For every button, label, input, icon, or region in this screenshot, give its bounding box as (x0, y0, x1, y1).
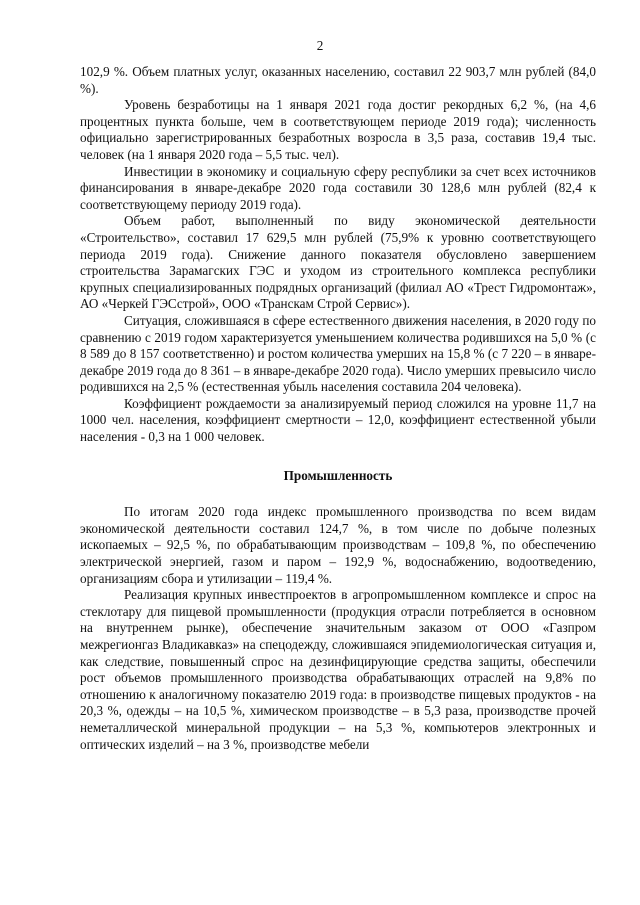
paragraph-population: Ситуация, сложившаяся в сфере естественного движения населения, в 2020 году по сравнению с 2019 годом характеризуется уменьшением количества родившихся на 5,0 % (с 8 589 до 8 157 соответственно) и ростом количества умерших на 15,8 % (с 7 220 – в январе-декабре 2019 года до 8 361 – в январе-декабре 2020 года). Число умерших превысило число родившихся на 2,5 % (естественная убыль населения составила 204 человека). (80, 312, 596, 395)
section-heading: Промышленность (283, 467, 393, 483)
page-number: 2 (316, 38, 324, 53)
paragraph-investments: Инвестиции в экономику и социальную сферу республики за счет всех источников финансирования в январе-декабре 2020 года составили 30 128,6 млн рублей (82,4 к соответствующему периоду 2019 года). (80, 163, 596, 212)
paragraph-construction: Объем работ, выполненный по виду экономической деятельности «Строительство», составил 17 629,5 млн рублей (75,9% к уровню соответствующего периода 2019 года). Снижение данного показателя обусловлено завершением строительства Зарамагских ГЭС и уходом из строительного комплекса республики крупных специализированных подрядных организаций (филиал АО «Трест Гидромонтаж», АО «Черкей ГЭСстрой», ООО «Транскам Строй Сервис»). (80, 213, 596, 312)
paragraph-birth-rate: Коэффициент рождаемости за анализируемый период сложился на уровне 11,7 на 1000 чел. населения, коэффициент смертности – 12,0, коэффициент естественной убыли населения - 0,3 на 1 000 человек. (80, 395, 596, 445)
paragraph-investment-projects: Реализация крупных инвестпроектов в агропромышленном комплексе и спрос на стеклотару для пищевой промышленности (продукция отрасли потребляется в основном на внутреннем рынке), обеспечение значительным заказом от ООО «Газпром межрегионгаз Владикавказ» на спецодежду, сложившаяся эпидемиологическая ситуация и, как следствие, повышенный спрос на дезинфицирующие средства защиты, обеспечили рост объемов промышленного производства обрабатывающих отраслей на 9,8% по отношению к аналогичному показателю 2019 года: в производстве пищевых продуктов - на 20,3 %, одежды – на 10,5 %, химическом производстве – в 5,3 раза, производстве прочей неметаллической минеральной продукции – на 5,3 %, компьютеров электронных и оптических изделий – на 3 %, производстве мебели (80, 587, 596, 752)
paragraph-unemployment: Уровень безработицы на 1 января 2021 года достиг рекордных 6,2 %, (на 4,6 процентных пункта больше, чем в соответствующем периоде 2019 года); численность официально зарегистрированных безработных возросла в 3,5 раза, составив 19,4 тыс. человек (на 1 января 2020 года – 5,5 тыс. чел). (80, 97, 596, 162)
paragraph-continuation: 102,9 %. Объем платных услуг, оказанных населению, составил 22 903,7 млн рублей (84,0 %). (80, 64, 596, 96)
paragraph-industry-index: По итогам 2020 года индекс промышленного производства по всем видам экономической деятельности составил 124,7 %, в том числе по добыче полезных ископаемых – 92,5 %, по обрабатывающим производствам – 109,8 %, по обеспечению электрической энергией, газом и паром – 192,9 %, водоснабжению, водоотведению, организациям сбора и утилизации – 119,4 %. (80, 504, 596, 586)
document-body (80, 64, 596, 753)
